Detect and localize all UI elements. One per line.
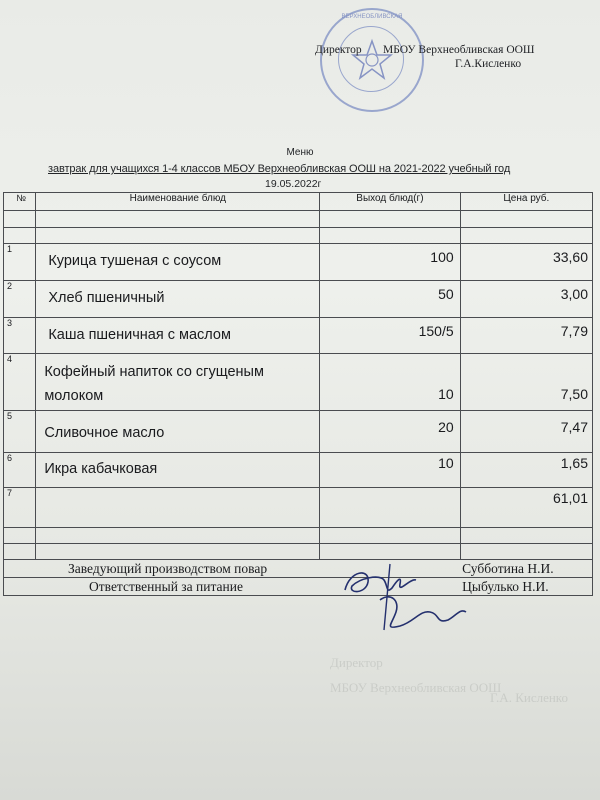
table-row [4,411,593,453]
responsible-role: Ответственный за питание [4,578,461,596]
table-total-row [4,488,593,528]
row-number: 1 [4,244,36,281]
dish-name: Курица тушеная с соусом [36,244,320,281]
page-title: Меню [286,147,314,158]
table-row [4,453,593,488]
dish-price: 7,47 [460,411,592,453]
table-spacer-row [4,228,593,244]
cook-name: Субботина Н.И. [460,560,592,578]
signature-row-cook [4,560,593,578]
page-subtitle: завтрак для учащихся 1-4 классов МБОУ Верхнеобливская ООШ на 2021-2022 учебный год [48,163,511,175]
row-number: 7 [4,488,36,528]
dish-weight: 100 [320,244,460,281]
dish-name: Хлеб пшеничный [36,281,320,318]
show-through-text: МБОУ Верхнеобливская ООШ [330,680,502,695]
handwritten-signatures-icon [340,560,480,640]
total-price: 61,01 [460,488,592,528]
seal-text: ВЕРХНЕОБЛИВСКАЯ [341,14,403,20]
dish-name: Икра кабачковая [36,453,320,488]
dish-name: Каша пшеничная с маслом [36,318,320,354]
dish-weight: 20 [320,411,460,453]
table-row [4,281,593,318]
column-header-price: Цена руб. [460,193,592,211]
total-name [36,488,320,528]
dish-name: Сливочное масло [36,411,320,453]
menu-date: 19.05.2022г [265,178,322,190]
dish-price: 1,65 [460,453,592,488]
responsible-name: Цыбулько Н.И. [460,578,592,596]
dish-price: 7,50 [460,354,592,411]
dish-weight: 50 [320,281,460,318]
table-header-row [4,193,593,211]
row-number: 2 [4,281,36,318]
dish-price: 7,79 [460,318,592,354]
dish-price: 33,60 [460,244,592,281]
dish-weight: 10 [320,354,460,411]
table-spacer-row [4,544,593,560]
table-spacer-row [4,528,593,544]
row-number: 6 [4,453,36,488]
column-header-name: Наименование блюд [36,193,320,211]
column-header-number: № [4,193,36,211]
signature-row-responsible [4,578,593,596]
total-weight [320,488,460,528]
table-row [4,244,593,281]
menu-table [3,192,593,596]
approval-signer: Г.А.Кисленко [455,58,522,70]
approval-position: Директор [315,44,362,56]
column-header-weight: Выход блюд(г) [320,193,460,211]
school-seal [320,8,424,112]
row-number: 5 [4,411,36,453]
table-row [4,318,593,354]
dish-weight: 10 [320,453,460,488]
show-through-text: Директор [330,655,383,670]
table-row [4,354,593,411]
approval-school: МБОУ Верхнеобливская ООШ [383,44,535,56]
dish-price: 3,00 [460,281,592,318]
dish-weight: 150/5 [320,318,460,354]
cook-role: Заведующий производством повар [4,560,461,578]
show-through-text: Г.А. Кисленко [490,690,568,705]
row-number: 3 [4,318,36,354]
dish-name: Кофейный напиток со сгущеным молоком [36,354,320,411]
table-spacer-row [4,211,593,228]
row-number: 4 [4,354,36,411]
